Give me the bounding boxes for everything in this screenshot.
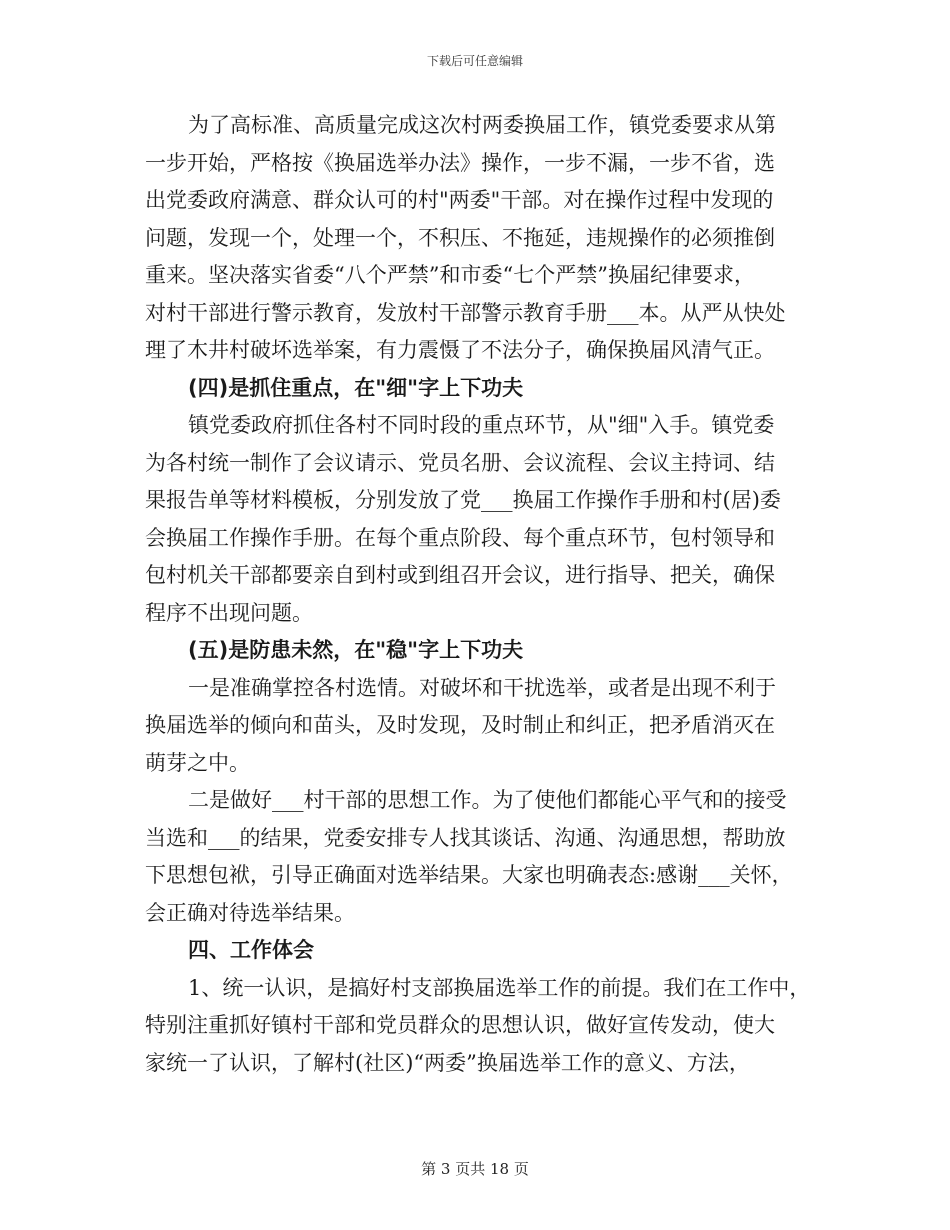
paragraph-line: 对村干部进行警示教育，发放村干部警示教育手册___本。从严从快处 — [145, 300, 786, 325]
paragraph-line: 程序不出现问题。 — [145, 600, 313, 625]
paragraph-line: 当选和___的结果，党委安排专人找其谈话、沟通、沟通思想，帮助放 — [145, 825, 786, 850]
section-heading: (四)是抓住重点，在"细"字上下功夫 — [188, 375, 524, 400]
paragraph-line: 为各村统一制作了会议请示、党员名册、会议流程、会议主持词、结 — [145, 450, 775, 475]
paragraph-line: 萌芽之中。 — [145, 750, 250, 775]
paragraph-line: 1、统一认识，是搞好村支部换届选举工作的前提。我们在工作中， — [188, 975, 810, 1000]
paragraph-line: 果报告单等材料模板，分别发放了党___换届工作操作手册和村(居)委 — [145, 488, 781, 512]
paragraph-line: 包村机关干部都要亲自到村或到组召开会议，进行指导、把关，确保 — [145, 563, 775, 587]
paragraph-line: 会正确对待选举结果。 — [145, 900, 355, 925]
section-heading: (五)是防患未然，在"稳"字上下功夫 — [188, 638, 524, 662]
paragraph-line: 会换届工作操作手册。在每个重点阶段、每个重点环节，包村领导和 — [145, 525, 775, 550]
section-heading: 四、工作体会 — [188, 938, 314, 962]
paragraph-line: 问题，发现一个，处理一个，不积压、不拖延，违规操作的必须推倒 — [145, 225, 775, 250]
paragraph-line: 特别注重抓好镇村干部和党员群众的思想认识，做好宣传发动，使大 — [145, 1013, 775, 1037]
paragraph-line: 一是准确掌控各村选情。对破坏和干扰选举，或者是出现不利于 — [188, 675, 776, 700]
document-body — [145, 107, 810, 1082]
page-number: 第 3 页共 18 页 — [421, 1160, 529, 1178]
paragraph-line: 换届选举的倾向和苗头，及时发现，及时制止和纠正，把矛盾消灭在 — [145, 713, 775, 737]
paragraph-line: 下思想包袱，引导正确面对选举结果。大家也明确表态:感谢___关怀， — [145, 863, 793, 887]
paragraph-line: 出党委政府满意、群众认可的村"两委"干部。对在操作过程中发现的 — [145, 188, 774, 212]
paragraph-line: 二是做好___村干部的思想工作。为了使他们都能心平气和的接受 — [188, 788, 787, 812]
paragraph-line: 镇党委政府抓住各村不同时段的重点环节，从"细"入手。镇党委 — [188, 413, 775, 437]
paragraph-line: 一步开始，严格按《换届选举办法》操作，一步不漏，一步不省，选 — [145, 150, 775, 175]
paragraph-line: 重来。坚决落实省委“八个严禁”和市委“七个严禁”换届纪律要求， — [145, 263, 755, 287]
paragraph-line: 家统一了认识，了解村(社区)“两委”换届选举工作的意义、方法， — [145, 1050, 750, 1075]
paragraph-line: 理了木井村破坏选举案，有力震慑了不法分子，确保换届风清气正。 — [145, 338, 775, 362]
page-header: 下载后可任意编辑 — [426, 54, 523, 68]
paragraph-line: 为了高标准、高质量完成这次村两委换届工作，镇党委要求从第 — [188, 113, 776, 137]
